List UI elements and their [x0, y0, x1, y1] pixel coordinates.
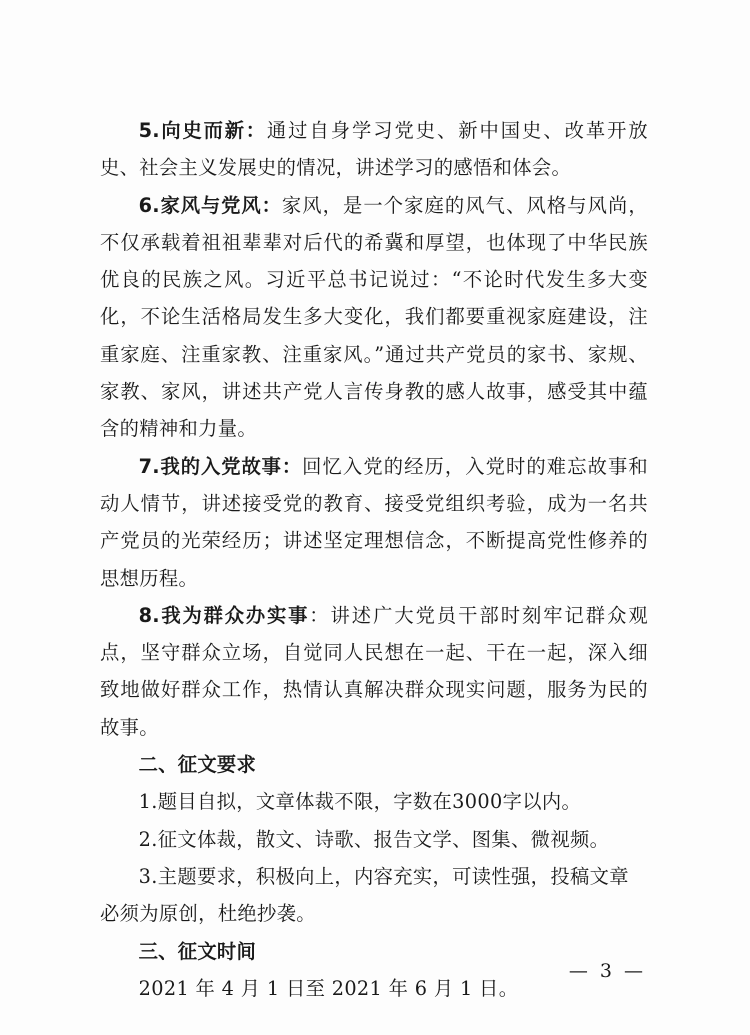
section-3-title: 三、征文时间 — [138, 939, 257, 963]
submission-period: 2021 年 4 月 1 日至 2021 年 6 月 1 日。 — [138, 976, 519, 1000]
item-5-body: 通过自身学习党史、新中国史、改革开放史、社会主义发展史的情况，讲述学习的感悟和体会。 — [100, 119, 648, 180]
item-5-paragraph — [100, 112, 648, 187]
requirement-1: 1.题目自拟，文章体裁不限，字数在3000字以内。 — [138, 790, 582, 814]
item-5-heading: 5.向史而新： — [138, 119, 267, 142]
item-8-paragraph — [100, 597, 648, 746]
item-8-body: ：讲述广大党员干部时刻牢记群众观点，坚守群众立场，自觉同人民想在一起、干在一起，深入细致地做好群众工作，热情认真解决群众现实问题，服务为民的故事。 — [100, 603, 648, 739]
item-8-heading: 8.我为群众办实事 — [138, 603, 310, 627]
page-number: — 3 — — [568, 960, 646, 982]
item-6-body: 家风，是一个家庭的风气、风格与风尚，不仅承载着祖祖辈辈对后代的希冀和厚望，也体现了中华民族优良的民族之风。习近平总书记说过：“不论时代发生多大变化，不论生活格局发生多大变化，我们都要重视家庭建设，注重家庭、注重家教、注重家风。”通过共产党员的家书、家规、家教、家风，讲述共产党人言传身教的感人故事，感受其中蕴含的精神和力量。 — [100, 193, 648, 441]
requirement-2: 2.征文体裁，散文、诗歌、报告文学、图集、微视频。 — [138, 827, 610, 851]
item-6-paragraph — [100, 187, 648, 448]
item-7-paragraph — [100, 448, 648, 597]
document-body — [100, 112, 648, 1007]
requirement-3: 3.主题要求，积极向上，内容充实，可读性强，投稿文章必须为原创，杜绝抄袭。 — [100, 864, 629, 926]
section-2-title: 二、征文要求 — [138, 753, 257, 777]
item-7-body: 回忆入党的经历，入党时的难忘故事和动人情节，讲述接受党的教育、接受党组织考验，成为一名共产党员的光荣经历；讲述坚定理想信念，不断提高党性修养的思想历程。 — [100, 454, 648, 590]
item-7-heading: 7.我的入党故事： — [138, 454, 303, 478]
item-6-heading: 6.家风与党风： — [138, 193, 282, 217]
